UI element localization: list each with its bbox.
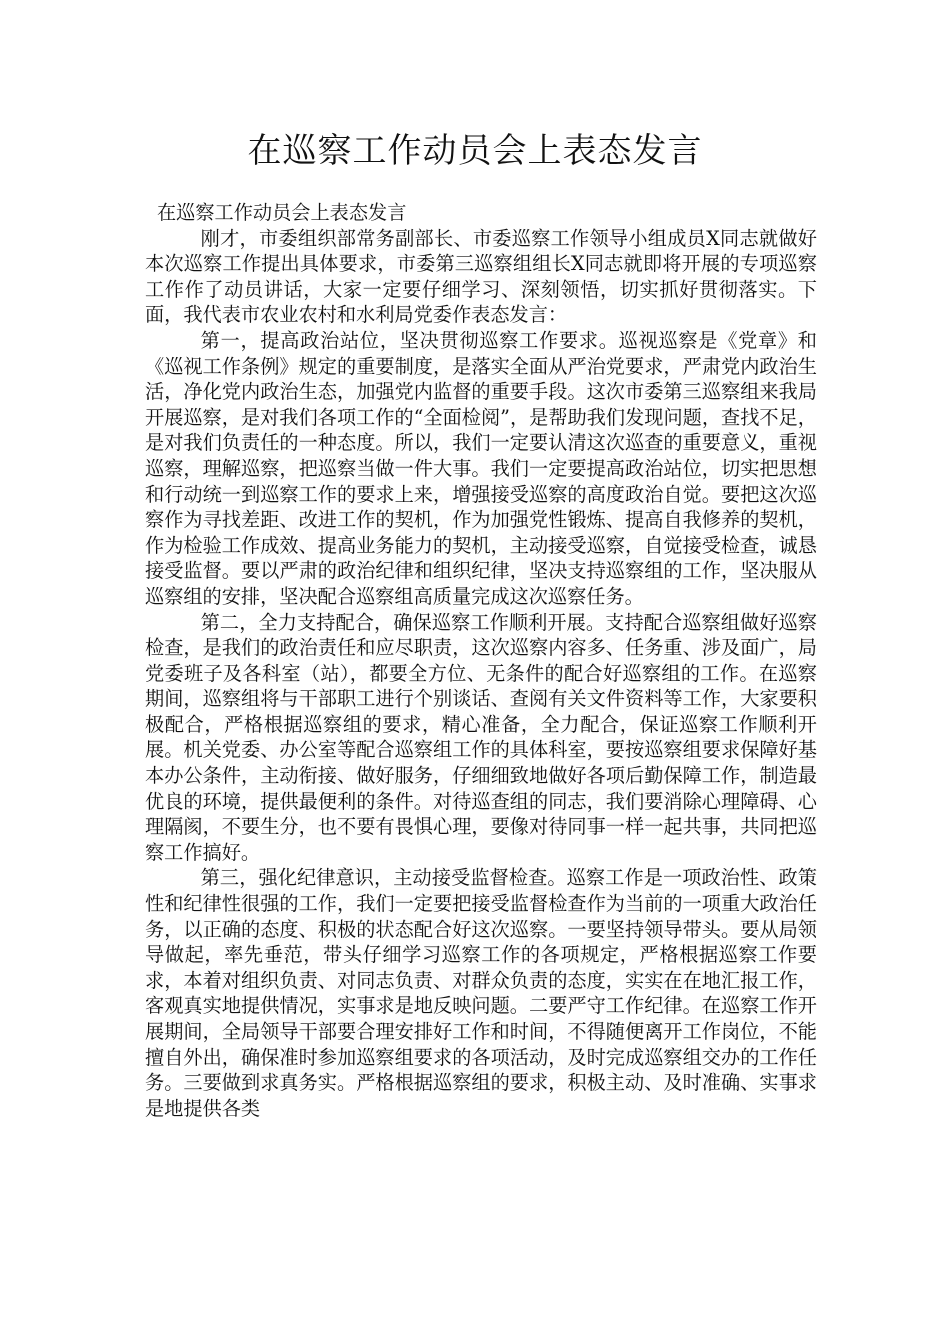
paragraph-opening: 刚才，市委组织部常务副部长、市委巡察工作领导小组成员X同志就做好本次巡察工作提出具体要求，市委第三巡察组组长X同志就即将开展的专项巡察工作作了动员讲话，大家一定要仔细学习、深刻领悟，切实抓好贯彻落实。下面，我代表市农业农村和水利局党委作表态发言： [145,226,817,327]
document-body [145,200,817,1121]
paragraph-third-point: 第三，强化纪律意识，主动接受监督检查。巡察工作是一项政治性、政策性和纪律性很强的工作，我们一定要把接受监督检查作为当前的一项重大政治任务，以正确的态度、积极的状态配合好这次巡察。一要坚持领导带头。要从局领导做起，率先垂范，带头仔细学习巡察工作的各项规定，严格根据巡察工作要求，本着对组织负责、对同志负责、对群众负责的态度，实实在在地汇报工作，客观真实地提供情况，实事求是地反映问题。二要严守工作纪律。在巡察工作开展期间，全局领导干部要合理安排好工作和时间，不得随便离开工作岗位，不能擅自外出，确保准时参加巡察组要求的各项活动，及时完成巡察组交办的工作任务。三要做到求真务实。严格根据巡察组的要求，积极主动、及时准确、实事求是地提供各类 [145,866,817,1120]
document-title: 在巡察工作动员会上表态发言 [247,131,703,171]
document-subtitle: 在巡察工作动员会上表态发言 [157,201,407,224]
paragraph-second-point: 第二，全力支持配合，确保巡察工作顺利开展。支持配合巡察组做好巡察检查，是我们的政治责任和应尽职责，这次巡察内容多、任务重、涉及面广，局党委班子及各科室（站），都要全方位、无条件的配合好巡察组的工作。在巡察期间，巡察组将与干部职工进行个别谈话、查阅有关文件资料等工作，大家要积极配合，严格根据巡察组的要求，精心准备，全力配合，保证巡察工作顺利开展。机关党委、办公室等配合巡察组工作的具体科室，要按巡察组要求保障好基本办公条件，主动衔接、做好服务，仔细细致地做好各项后勤保障工作，制造最优良的环境，提供最便利的条件。对待巡查组的同志，我们要消除心理障碍、心理隔阂，不要生分，也不要有畏惧心理，要像对待同事一样一起共事，共同把巡察工作搞好。 [145,610,817,864]
paragraph-first-point: 第一，提高政治站位，坚决贯彻巡察工作要求。巡视巡察是《党章》和《巡视工作条例》规定的重要制度，是落实全面从严治党要求，严肃党内政治生活，净化党内政治生态，加强党内监督的重要手段。这次市委第三巡察组来我局开展巡察，是对我们各项工作的“全面检阅”，是帮助我们发现问题，查找不足，是对我们负责任的一种态度。所以，我们一定要认清这次巡查的重要意义，重视巡察，理解巡察，把巡察当做一件大事。我们一定要提高政治站位，切实把思想和行动统一到巡察工作的要求上来，增强接受巡察的高度政治自觉。要把这次巡察作为寻找差距、改进工作的契机，作为加强党性锻炼、提高自我修养的契机，作为检验工作成效、提高业务能力的契机，主动接受巡察，自觉接受检查，诚恳接受监督。要以严肃的政治纪律和组织纪律，坚决支持巡察组的工作，坚决服从巡察组的安排，坚决配合巡察组高质量完成这次巡察任务。 [145,328,817,608]
